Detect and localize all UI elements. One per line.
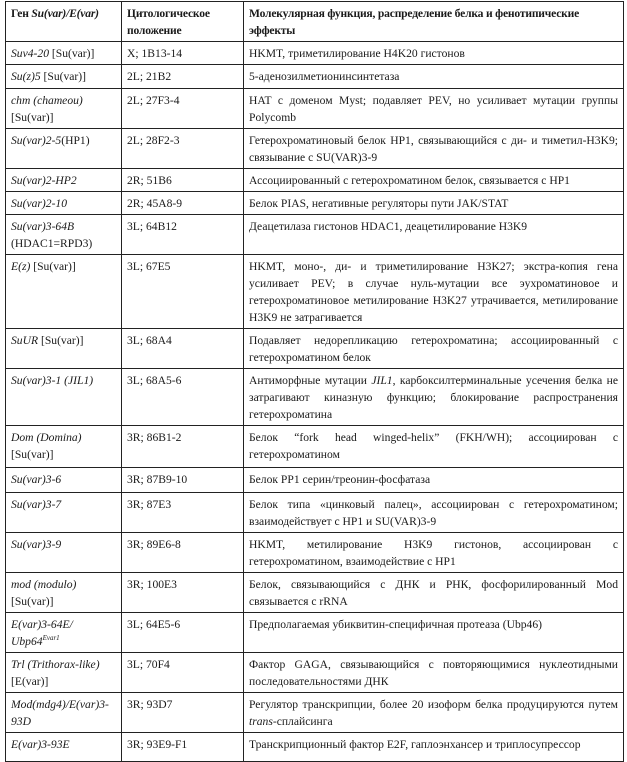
function-cell <box>244 653 624 693</box>
text-segment: JIL1 <box>371 374 393 387</box>
table-row <box>6 468 624 493</box>
text-segment: (HP1) <box>61 134 90 147</box>
location-cell: 3L; 64B12 <box>122 215 244 255</box>
text-segment: Su(var)2-10 <box>11 197 68 210</box>
function-cell <box>244 533 624 573</box>
text-segment: E(var)3-93E <box>11 738 70 751</box>
text-segment: HKMT, моно-, ди- и триметилирование H3K27; экстра-копия гена усиливает PEV; в случае нуль-мутации все эухроматиновое и гетерохроматиновое метилирование H3K27 утрачивается, метилирование H3K9 не затрагивается <box>249 260 618 324</box>
text-segment: Ассоциированный с гетерохроматином белок, связывается с HP1 <box>249 174 570 187</box>
table-header-row <box>6 2 624 42</box>
function-cell <box>244 613 624 653</box>
text-segment: Su(var)3-1 (JIL1) <box>11 374 94 387</box>
text-segment: Деацетилаза гистонов HDAC1, деацетилирование H3K9 <box>249 220 528 233</box>
table-row <box>6 573 624 613</box>
text-segment: Белок PP1 серин/треонин-фосфатаза <box>249 473 431 486</box>
table-row <box>6 255 624 329</box>
location-cell: 3R; 87E3 <box>122 493 244 533</box>
text-segment: Подавляет недорепликацию гетерохроматина; ассоциированный с гетерохроматином белок <box>249 334 618 364</box>
function-cell <box>244 693 624 733</box>
location-cell: 2L; 21B2 <box>122 65 244 89</box>
location-cell: 3R; 93D7 <box>122 693 244 733</box>
table-row <box>6 493 624 533</box>
text-segment: Su(var)/E(var) <box>31 7 99 20</box>
text-segment: -сплайсинга <box>272 715 333 728</box>
function-cell <box>244 493 624 533</box>
text-segment: Белок, связывающийся с ДНК и РНК, фосфорилированный Mod связывается с rRNA <box>249 578 618 608</box>
table-row <box>6 613 624 653</box>
text-segment: HKMT, триметилирование H4K20 гистонов <box>249 47 465 60</box>
function-cell <box>244 369 624 426</box>
gene-cell <box>6 129 122 169</box>
location-cell: X; 1B13-14 <box>122 42 244 65</box>
text-segment: [Su(var)] <box>49 47 95 60</box>
text-segment: Su(var)3-9 <box>11 538 62 551</box>
gene-cell <box>6 533 122 573</box>
text-segment: [Su(var)] <box>38 334 84 347</box>
table-row <box>6 693 624 733</box>
function-cell <box>244 215 624 255</box>
text-segment: trans <box>249 715 273 728</box>
table-row <box>6 89 624 129</box>
gene-cell <box>6 468 122 493</box>
table-row <box>6 426 624 468</box>
table-row <box>6 329 624 369</box>
text-segment: HAT с доменом Myst; подавляет PEV, но усиливает мутации группы Polycomb <box>249 94 618 124</box>
gene-cell <box>6 426 122 468</box>
text-segment: [Su(var)] <box>30 260 76 273</box>
text-segment: Su(var)3-7 <box>11 498 62 511</box>
text-segment: Dom (Domina) <box>11 431 82 444</box>
text-segment: Trl (Trithorax-like) <box>11 658 100 671</box>
text-segment: Транскрипционный фактор E2F, гаплоэнхансер и триплосупрессор <box>249 738 581 751</box>
function-cell <box>244 169 624 192</box>
gene-cell <box>6 255 122 329</box>
location-cell: 3L; 70F4 <box>122 653 244 693</box>
text-segment: E(var)3-64E/ Ubp64 <box>11 618 73 648</box>
text-segment: (HDAC1=RPD3) <box>11 237 93 250</box>
table-row <box>6 192 624 215</box>
gene-cell <box>6 369 122 426</box>
header-gene <box>6 2 122 42</box>
gene-cell <box>6 493 122 533</box>
location-cell: 3R; 93E9-F1 <box>122 733 244 762</box>
gene-cell <box>6 215 122 255</box>
function-cell <box>244 255 624 329</box>
text-segment: Suv4-20 <box>11 47 49 60</box>
text-segment: Su(var)2-5 <box>11 134 62 147</box>
text-segment: Su(var)3-6 <box>11 473 62 486</box>
text-segment: Предполагаемая убиквитин-специфичная протеаза (Ubp46) <box>249 618 543 631</box>
function-cell <box>244 573 624 613</box>
table-row <box>6 369 624 426</box>
header-function <box>244 2 624 42</box>
table-row <box>6 215 624 255</box>
text-segment: Гетерохроматиновый белок HP1, связывающийся с ди- и тиметил-H3K9; связывание с SU(VAR)3-9 <box>249 134 618 164</box>
function-cell <box>244 733 624 762</box>
text-segment: [Su(var)] <box>11 448 54 461</box>
table-row <box>6 169 624 192</box>
location-cell: 3L; 68A4 <box>122 329 244 369</box>
function-cell <box>244 426 624 468</box>
location-cell: 2R; 45A8-9 <box>122 192 244 215</box>
text-segment: Фактор GAGA, связывающийся с повторяющимися нуклеотидными последовательностями ДНК <box>249 658 618 688</box>
table-row <box>6 733 624 762</box>
function-cell <box>244 192 624 215</box>
table-row <box>6 65 624 89</box>
function-cell <box>244 129 624 169</box>
location-cell: 2L; 28F2-3 <box>122 129 244 169</box>
table-row <box>6 42 624 65</box>
gene-cell <box>6 169 122 192</box>
text-segment: HKMT, метилирование H3K9 гистонов, ассоциирован с гетерохроматином, взаимодействие с HP1 <box>249 538 618 568</box>
text-segment: Регулятор транскрипции, более 20 изоформ белка продуцируются путем <box>249 698 618 711</box>
text-segment: Ген <box>11 7 32 20</box>
gene-cell <box>6 573 122 613</box>
text-segment: [Su(var)] <box>40 70 87 83</box>
table-row <box>6 129 624 169</box>
text-segment: mod (modulo) <box>11 578 77 591</box>
text-segment: [E(var)] <box>11 675 49 688</box>
text-segment: [Su(var)] <box>11 595 54 608</box>
text-segment: Цитологическое положение <box>127 7 210 37</box>
text-segment: , карбоксилтерминальные усечения белка не затрагивают киназную функцию; блокирование распространения гетерохроматина <box>249 374 618 421</box>
gene-cell <box>6 733 122 762</box>
location-cell: 3R; 100E3 <box>122 573 244 613</box>
function-cell <box>244 468 624 493</box>
gene-cell <box>6 653 122 693</box>
text-segment: Su(z)5 <box>11 70 41 83</box>
text-segment: [Su(var)] <box>11 111 54 124</box>
function-cell <box>244 42 624 65</box>
gene-cell <box>6 192 122 215</box>
text-segment: E(z) <box>11 260 31 273</box>
gene-cell <box>6 65 122 89</box>
function-cell <box>244 89 624 129</box>
location-cell: 3R; 89E6-8 <box>122 533 244 573</box>
function-cell <box>244 329 624 369</box>
text-segment: chm (chameou) <box>11 94 83 107</box>
location-cell: 2L; 27F3-4 <box>122 89 244 129</box>
table-row <box>6 533 624 573</box>
text-segment: SuUR <box>11 334 39 347</box>
text-segment <box>43 634 60 642</box>
location-cell: 3R; 87B9-10 <box>122 468 244 493</box>
text-segment: Белок “fork head winged-helix” (FKH/WH); ассоциирован с гетерохроматином <box>249 431 618 461</box>
gene-cell <box>6 42 122 65</box>
text-segment: Evar1 <box>42 634 60 643</box>
text-segment: Su(var)3-64B <box>11 220 75 233</box>
location-cell: 3R; 86B1-2 <box>122 426 244 468</box>
function-cell <box>244 65 624 89</box>
text-segment: Молекулярная функция, распределение белка и фенотипические эффекты <box>249 7 580 37</box>
location-cell: 3L; 64E5-6 <box>122 613 244 653</box>
gene-cell <box>6 329 122 369</box>
text-segment: Антиморфные мутации <box>249 374 372 387</box>
location-cell: 2R; 51B6 <box>122 169 244 192</box>
text-segment: Белок PIAS, негативные регуляторы пути JAK/STAT <box>249 197 509 210</box>
text-segment: Su(var)2-HP2 <box>11 174 77 187</box>
header-location <box>122 2 244 42</box>
gene-cell <box>6 89 122 129</box>
gene-cell <box>6 693 122 733</box>
location-cell: 3L; 68A5-6 <box>122 369 244 426</box>
table-row <box>6 653 624 693</box>
su-var-genes-table <box>5 1 624 762</box>
text-segment: 5-аденозилметионинсинтетаза <box>249 70 400 83</box>
text-segment: Mod(mdg4)/E(var)3-93D <box>11 698 109 728</box>
location-cell: 3L; 67E5 <box>122 255 244 329</box>
gene-cell <box>6 613 122 653</box>
text-segment: Белок типа «цинковый палец», ассоциирован с гетерохроматином; взаимодействует с HP1 и SU(VAR)3-9 <box>249 498 618 528</box>
